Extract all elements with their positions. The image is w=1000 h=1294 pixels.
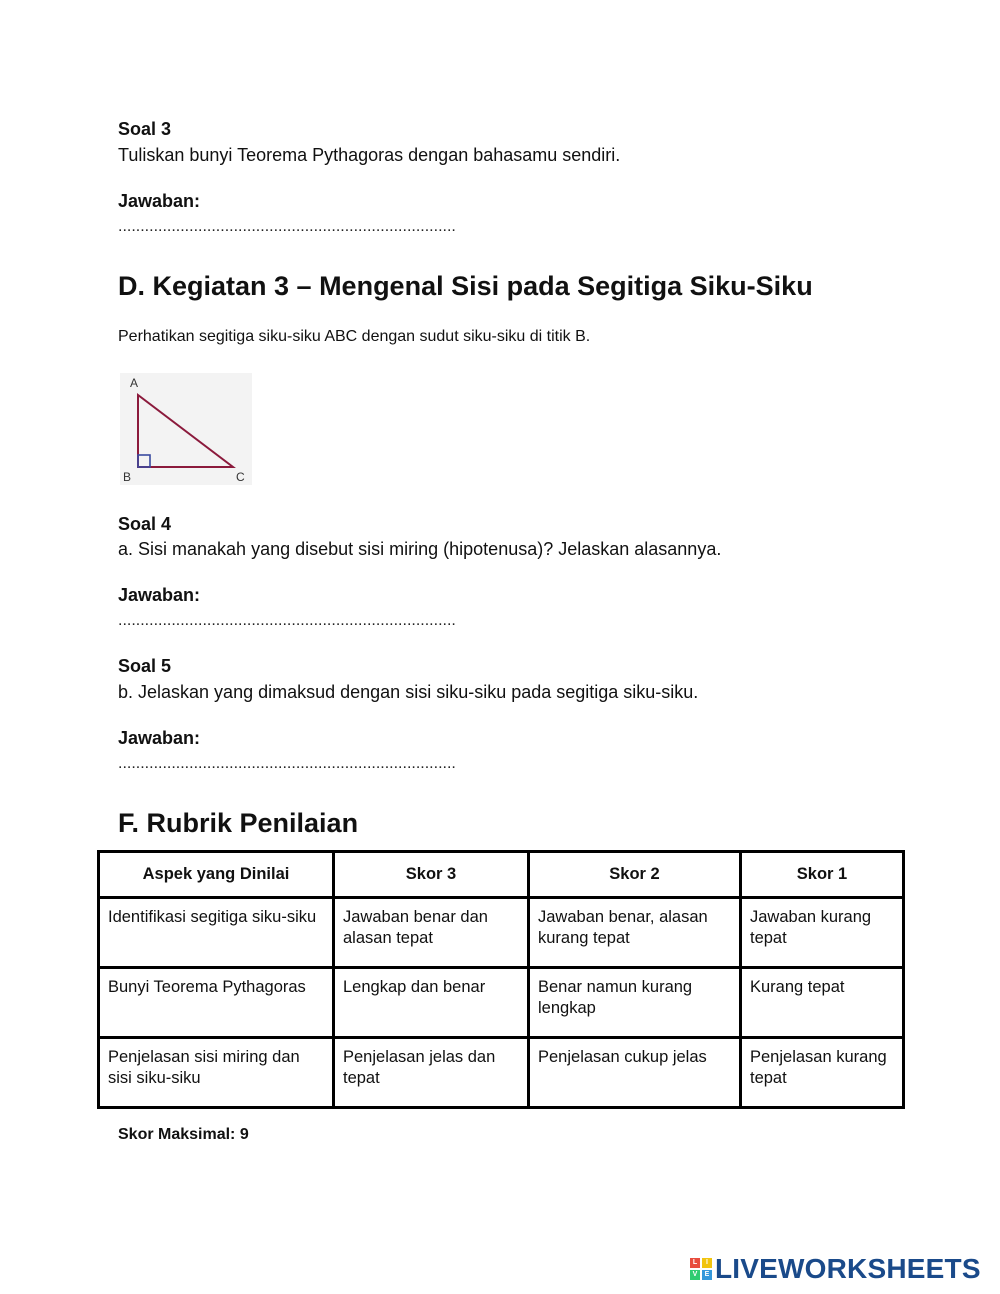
soal3-question: Tuliskan bunyi Teorema Pythagoras dengan bahasamu sendiri. (118, 145, 621, 165)
vertex-a-label: A (130, 376, 139, 390)
table-cell: Penjelasan jelas dan tepat (334, 1038, 529, 1108)
rubric-table (97, 850, 905, 1109)
header-skor-3: Skor 3 (334, 852, 529, 898)
soal5-question: b. Jelaskan yang dimaksud dengan sisi siku-siku pada segitiga siku-siku. (118, 682, 699, 702)
section-d-title: D. Kegiatan 3 – Mengenal Sisi pada Segitiga Siku-Siku (118, 271, 813, 301)
logo-icon-square: V (690, 1270, 700, 1280)
rubric-header-row (99, 852, 904, 898)
right-triangle-svg (120, 373, 252, 485)
table-cell: Benar namun kurang lengkap (529, 968, 741, 1038)
triangle-abc (138, 395, 233, 467)
logo-icon-square: I (702, 1258, 712, 1268)
table-cell: Lengkap dan benar (334, 968, 529, 1038)
header-skor-1: Skor 1 (741, 852, 904, 898)
liveworksheets-logo (690, 1253, 981, 1285)
table-row (99, 1038, 904, 1108)
soal4-question: a. Sisi manakah yang disebut sisi miring (hipotenusa)? Jelaskan alasannya. (118, 539, 722, 559)
table-cell: Jawaban benar, alasan kurang tepat (529, 898, 741, 968)
soal5-answer-field[interactable]: ............................................................................ (118, 755, 456, 772)
table-cell: Penjelasan kurang tepat (741, 1038, 904, 1108)
table-row (99, 968, 904, 1038)
section-f-title: F. Rubrik Penilaian (118, 808, 359, 838)
soal4-answer-field[interactable]: ............................................................................ (118, 612, 456, 629)
soal3-answer-label: Jawaban: (118, 191, 201, 211)
soal5-answer-label: Jawaban: (118, 728, 201, 748)
liveworksheets-logo-icon (690, 1258, 712, 1280)
table-cell: Penjelasan sisi miring dan sisi siku-siku (99, 1038, 334, 1108)
vertex-c-label: C (236, 470, 245, 484)
logo-icon-square: L (690, 1258, 700, 1268)
liveworksheets-logo-text: LIVEWORKSHEETS (715, 1253, 981, 1284)
soal3-title: Soal 3 (118, 119, 172, 139)
vertex-b-label: B (123, 470, 132, 484)
table-cell: Bunyi Teorema Pythagoras (99, 968, 334, 1038)
right-triangle-figure (120, 373, 252, 485)
table-cell: Jawaban benar dan alasan tepat (334, 898, 529, 968)
table-cell: Penjelasan cukup jelas (529, 1038, 741, 1108)
table-cell: Jawaban kurang tepat (741, 898, 904, 968)
table-row (99, 898, 904, 968)
table-cell: Identifikasi segitiga siku-siku (99, 898, 334, 968)
header-aspek: Aspek yang Dinilai (99, 852, 334, 898)
max-score: Skor Maksimal: 9 (118, 1126, 249, 1143)
soal5-title: Soal 5 (118, 656, 172, 676)
logo-icon-square: E (702, 1270, 712, 1280)
section-d-instruction: Perhatikan segitiga siku-siku ABC dengan sudut siku-siku di titik B. (118, 328, 591, 345)
soal4-title: Soal 4 (118, 514, 172, 534)
header-skor-2: Skor 2 (529, 852, 741, 898)
soal4-answer-label: Jawaban: (118, 585, 201, 605)
table-cell: Kurang tepat (741, 968, 904, 1038)
soal3-answer-field[interactable]: ............................................................................ (118, 218, 456, 235)
right-angle-marker (138, 455, 150, 467)
